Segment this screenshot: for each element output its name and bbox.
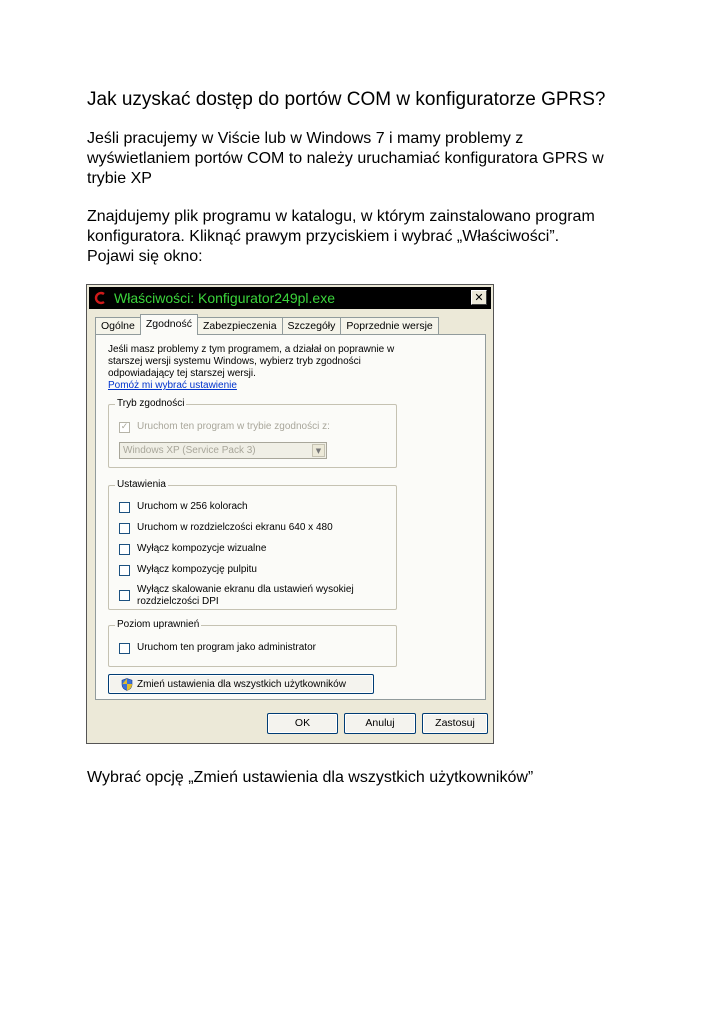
select-value: Windows XP (Service Pack 3) — [123, 445, 256, 456]
paragraph-choose-option: Wybrać opcję „Zmień ustawienia dla wszystkich użytkowników” — [87, 769, 534, 786]
intro-line: starszej wersji systemu Windows, wybierz tryb zgodności — [108, 356, 361, 367]
checkbox-row-desktop-composition[interactable] — [119, 564, 257, 576]
checkbox[interactable] — [119, 502, 130, 513]
paragraph-line: trybie XP — [87, 170, 152, 187]
checkbox-label — [137, 584, 354, 608]
privilege-level-group — [108, 619, 397, 667]
button-label: Zmień ustawienia dla wszystkich użytkowników — [137, 678, 346, 690]
checkbox-row-run-as-admin[interactable] — [119, 642, 316, 654]
ok-button[interactable]: OK — [267, 713, 338, 734]
chevron-down-icon[interactable]: ▼ — [312, 444, 325, 457]
compatibility-mode-group — [108, 398, 397, 468]
paragraph-find-file — [87, 207, 687, 267]
compatibility-panel — [95, 334, 486, 700]
close-icon: ✕ — [474, 291, 484, 304]
checkbox[interactable] — [119, 590, 130, 601]
checkbox-label: Uruchom w 256 kolorach — [137, 501, 248, 512]
group-label: Ustawienia — [117, 479, 166, 490]
group-label: Poziom uprawnień — [117, 619, 200, 630]
tab-general[interactable]: Ogólne — [95, 317, 141, 335]
checkbox-row-640x480[interactable] — [119, 522, 333, 534]
paragraph-line: Znajdujemy plik programu w katalogu, w którym zainstalowano program — [87, 208, 595, 225]
checkbox-label: Wyłącz kompozycje wizualne — [137, 543, 267, 554]
checkbox-row-256-colors[interactable] — [119, 501, 248, 513]
paragraph-line: Jeśli pracujemy w Viście lub w Windows 7 i mamy problemy z — [87, 130, 524, 147]
checkbox[interactable] — [119, 643, 130, 654]
tab-security[interactable]: Zabezpieczenia — [197, 317, 283, 335]
checkbox[interactable] — [119, 544, 130, 555]
tab-details[interactable]: Szczegóły — [282, 317, 342, 335]
paragraph-line: konfiguratora. Kliknąć prawym przyciskiem i wybrać „Właściwości”. — [87, 228, 560, 245]
tab-compatibility[interactable]: Zgodność — [140, 314, 198, 335]
checkbox-row-visual-themes[interactable] — [119, 543, 266, 555]
close-button[interactable] — [471, 290, 487, 305]
paragraph-line: Pojawi się okno: — [87, 248, 203, 265]
intro-line: odpowiadający tej starszej wersji. — [108, 368, 256, 379]
change-settings-all-users-button[interactable] — [108, 674, 374, 694]
cancel-button[interactable]: Anuluj — [344, 713, 416, 734]
properties-dialog — [86, 284, 494, 744]
document-heading: Jak uzyskać dostęp do portów COM w konfiguratorze GPRS? — [87, 89, 606, 110]
checkbox-checked[interactable]: ✓ — [120, 422, 129, 432]
intro-line: Jeśli masz problemy z tym programem, a działał on poprawnie w — [108, 344, 395, 355]
os-version-select[interactable] — [119, 442, 327, 459]
checkbox-label: Wyłącz kompozycję pulpitu — [137, 564, 257, 575]
tab-previous-versions[interactable]: Poprzednie wersje — [340, 317, 438, 335]
dialog-title: Właściwości: Konfigurator249pl.exe — [114, 290, 335, 306]
compatibility-checkbox-row[interactable] — [119, 421, 330, 433]
app-icon — [94, 291, 108, 305]
group-label: Tryb zgodności — [117, 398, 185, 409]
checkbox-label: Uruchom w rozdzielczości ekranu 640 x 480 — [137, 522, 333, 533]
label-line: rozdzielczości DPI — [137, 596, 219, 607]
label-line: Wyłącz skalowanie ekranu dla ustawień wysokiej — [137, 584, 354, 595]
shield-icon — [121, 678, 133, 691]
paragraph-line: wyświetlaniem portów COM to należy uruchamiać konfiguratora GPRS w — [87, 150, 604, 167]
apply-button[interactable]: Zastosuj — [422, 713, 488, 734]
intro-text — [108, 344, 408, 380]
tab-strip — [95, 315, 438, 335]
checkbox-row-dpi-scaling[interactable] — [119, 584, 354, 608]
checkbox[interactable] — [119, 523, 130, 534]
checkbox-label: Uruchom ten program jako administrator — [137, 642, 316, 653]
help-link[interactable]: Pomóż mi wybrać ustawienie — [108, 380, 237, 391]
dialog-titlebar — [89, 287, 491, 309]
checkbox[interactable] — [119, 565, 130, 576]
checkbox-label: Uruchom ten program w trybie zgodności z: — [137, 421, 330, 432]
paragraph-vista-windows7 — [87, 129, 687, 189]
settings-group — [108, 479, 397, 610]
